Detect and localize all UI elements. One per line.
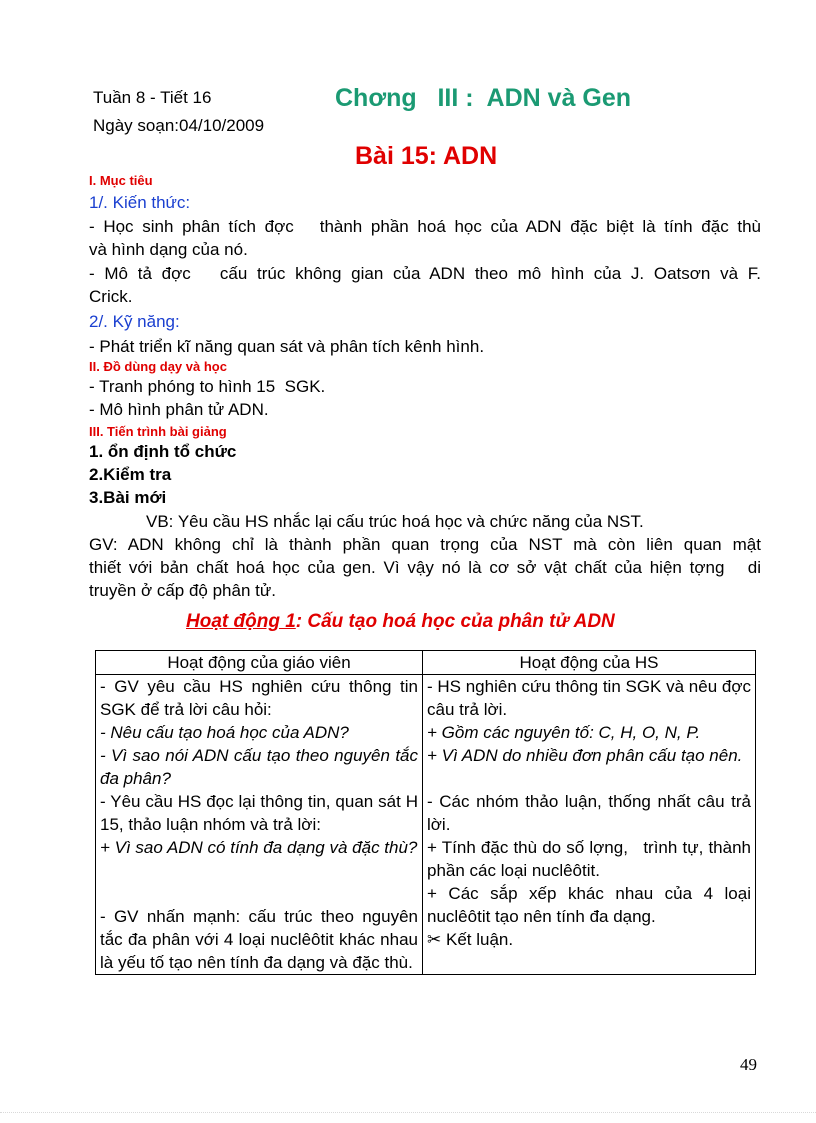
intro-line-3: thiết với bản chất hoá học của gen. Vì vậy nó là cơ sở vật chất của hiện tợng di [89, 558, 761, 577]
teacher-spacer [100, 859, 418, 882]
skill-line-1: - Phát triển kĩ năng quan sát và phân tích kênh hình. [89, 337, 485, 356]
knowledge-line-2: và hình dạng của nó. [89, 240, 248, 259]
student-column-header: Hoạt động của HS [423, 651, 756, 675]
lesson-title: Bài 15: ADN [355, 142, 498, 170]
activity-title [186, 611, 615, 633]
page-bottom-divider [0, 1112, 816, 1113]
chapter-title: Chơng III : ADN và Gen [335, 84, 632, 112]
knowledge-line-3: - Mô tả đợc cấu trúc không gian của ADN theo mô hình của J. Oatsơn và F. [89, 264, 761, 283]
student-s4: - Các nhóm thảo luận, thống nhất câu trả lời. [427, 792, 751, 834]
teacher-p3: - GV nhấn mạnh: cấu trúc theo nguyên tắc đa phân với 4 loại nuclêôtit khác nhau là yếu tố tạo nên tính đa dạng và đặc thù. [100, 907, 418, 972]
student-s3: + Vì ADN do nhiều đơn phân cấu tạo nên. [427, 746, 743, 765]
student-s5: + Tính đặc thù do số lợng, trình tự, thành phần các loại nuclêôtit. [427, 838, 756, 880]
materials-line-1: - Tranh phóng to hình 15 SGK. [89, 377, 326, 396]
objectives-heading: I. Mục tiêu [89, 173, 153, 188]
activity-text: : Cấu tạo hoá học của phân tử ADN [295, 611, 615, 632]
student-cell [423, 675, 766, 975]
step-3: 3.Bài mới [89, 488, 167, 507]
knowledge-line-4: Crick. [89, 287, 133, 306]
teacher-cell [96, 675, 423, 975]
materials-line-2: - Mô hình phân tử ADN. [89, 400, 269, 419]
intro-line-1: VB: Yêu cầu HS nhắc lại cấu trúc hoá học và chức năng của NST. [146, 512, 644, 531]
step-2: 2.Kiểm tra [89, 465, 172, 484]
teacher-p2: - Yêu cầu HS đọc lại thông tin, quan sát H 15, thảo luận nhóm và trả lời: [100, 792, 418, 834]
student-s2: + Gồm các nguyên tố: C, H, O, N, P. [427, 723, 701, 742]
teacher-spacer [100, 882, 418, 905]
skill-heading: 2/. Kỹ năng: [89, 312, 180, 331]
teacher-q2: - Vì sao nói ADN cấu tạo theo nguyên tắc đa phân? [100, 746, 418, 788]
week-lesson-label: Tuần 8 - Tiết 16 [93, 88, 212, 107]
process-heading: III. Tiến trình bài giảng [89, 424, 227, 439]
student-s6: + Các sắp xếp khác nhau của 4 loại nuclêôtit tạo nên tính đa dạng. [427, 884, 751, 926]
conclusion-line [427, 928, 751, 952]
table-row [96, 675, 756, 975]
teacher-column-header: Hoạt động của giáo viên [96, 651, 423, 675]
knowledge-heading: 1/. Kiến thức: [89, 193, 191, 212]
step-1: 1. ổn định tổ chức [89, 442, 237, 461]
conclusion-label: Kết luận. [445, 930, 514, 949]
knowledge-line-1: - Học sinh phân tích đợc thành phần hoá học của ADN đặc biệt là tính đặc thù [89, 217, 761, 236]
intro-line-4: truyền ở cấp độ phân tử. [89, 581, 276, 600]
student-s1: - HS nghiên cứu thông tin SGK và nêu đợc câu trả lời. [427, 677, 766, 719]
teacher-q1: - Nêu cấu tạo hoá học của ADN? [100, 723, 349, 742]
page-number: 49 [740, 1055, 757, 1074]
prep-date-label: Ngày soạn:04/10/2009 [93, 116, 265, 135]
teacher-q3: + Vì sao ADN có tính đa dạng và đặc thù? [100, 838, 418, 857]
activity-label: Hoạt động 1 [186, 611, 296, 632]
activity-table [95, 650, 766, 975]
teacher-p1: - GV yêu cầu HS nghiên cứu thông tin SGK để trả lời câu hỏi: [100, 677, 418, 719]
materials-heading: II. Đồ dùng dạy và học [89, 359, 227, 374]
intro-line-2: GV: ADN không chỉ là thành phần quan trọng của NST mà còn liên quan mật [89, 535, 761, 554]
student-spacer [427, 767, 751, 790]
table-header-row [96, 651, 756, 675]
scissors-icon: ✂ [427, 930, 442, 950]
